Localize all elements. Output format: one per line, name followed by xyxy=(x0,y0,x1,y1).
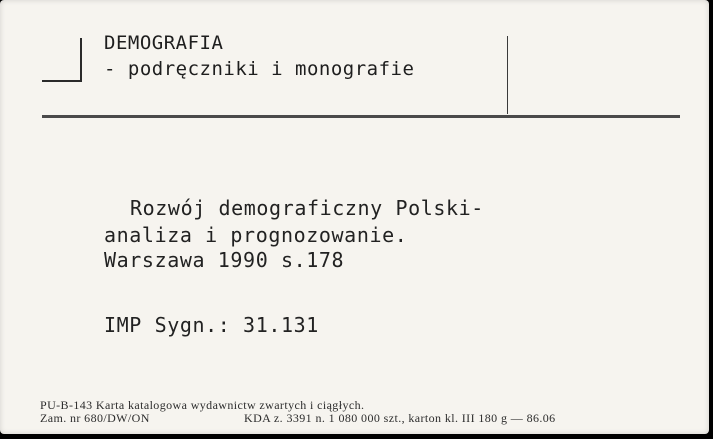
corner-bracket-vertical xyxy=(80,38,82,82)
entry-signature: IMP Sygn.: 31.131 xyxy=(104,313,319,337)
subject-heading: DEMOGRAFIA xyxy=(104,32,224,54)
entry-title-line-1: Rozwój demograficzny Polski- xyxy=(130,196,484,220)
footer-order-number: Zam. nr 680/DW/ON xyxy=(40,411,150,425)
footer-form-info: PU-B-143 Karta katalogowa wydawnictw zwartych i ciągłych. xyxy=(40,398,365,412)
entry-title-line-2: analiza i prognozowanie. xyxy=(104,223,408,247)
subject-subheading: - podręczniki i monografie xyxy=(104,58,415,80)
header-divider-horizontal xyxy=(42,115,680,118)
header-divider-vertical xyxy=(507,36,508,114)
entry-publication-info: Warszawa 1990 s.178 xyxy=(104,248,345,272)
corner-bracket-horizontal xyxy=(42,80,82,82)
footer-print-info: KDA z. 3391 n. 1 080 000 szt., karton kl. III 180 g — 86.06 xyxy=(244,411,556,425)
